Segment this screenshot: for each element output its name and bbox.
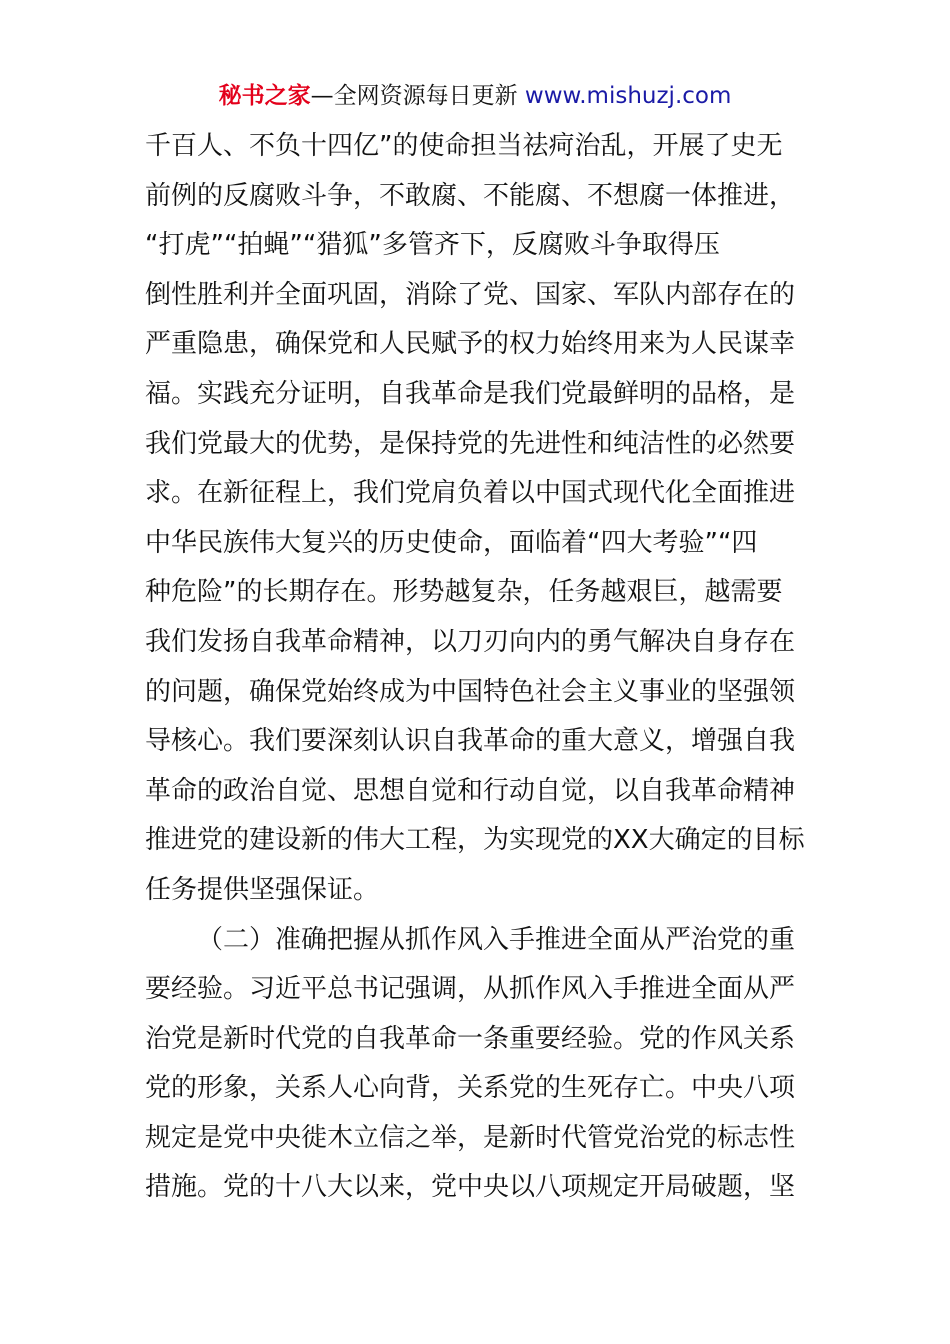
text-line: 党的形象，关系人心向背，关系党的生死存亡。中央八项: [145, 1073, 796, 1104]
site-header: [0, 80, 950, 112]
section-heading-line: （二）准确把握从抓作风入手推进全面从严治党的重: [197, 924, 796, 955]
text-line: 任务提供坚强保证。: [145, 874, 380, 905]
header-slogan: —全网资源每日更新: [310, 83, 518, 109]
text-line: “打虎”“拍蝇”“猎狐”多管齐下，反腐败斗争取得压: [145, 230, 720, 261]
text-line: 倒性胜利并全面巩固，消除了党、国家、军队内部存在的: [145, 279, 796, 310]
text-line: 福。实践充分证明，自我革命是我们党最鲜明的品格，是: [145, 378, 796, 409]
text-line: 千百人、不负十四亿”的使命担当祛疴治乱，开展了史无: [145, 131, 783, 161]
text-line: 的问题，确保党始终成为中国特色社会主义事业的坚强领: [145, 676, 796, 707]
text-line: 革命的政治自觉、思想自觉和行动自觉，以自我革命精神: [145, 775, 796, 806]
text-line: 措施。党的十八大以来，党中央以八项规定开局破题，坚: [145, 1172, 796, 1203]
text-line: 前例的反腐败斗争，不敢腐、不能腐、不想腐一体推进，: [145, 180, 796, 211]
brand-name: 秘书之家: [218, 83, 311, 109]
text-line: 要经验。习近平总书记强调，从抓作风入手推进全面从严: [145, 974, 796, 1005]
document-body: [145, 122, 825, 1213]
text-line: 推进党的建设新的伟大工程，为实现党的XX大确定的目标: [145, 825, 805, 856]
text-line: 规定是党中央徙木立信之举，是新时代管党治党的标志性: [145, 1122, 796, 1153]
text-line: 求。在新征程上，我们党肩负着以中国式现代化全面推进: [145, 478, 796, 509]
header-url[interactable]: www.mishuzj.com: [524, 83, 732, 109]
text-line: 严重隐患，确保党和人民赋予的权力始终用来为人民谋幸: [145, 329, 796, 360]
text-line: 我们发扬自我革命精神，以刀刃向内的勇气解决自身存在: [145, 626, 796, 657]
text-line: 导核心。我们要深刻认识自我革命的重大意义，增强自我: [145, 726, 796, 757]
text-line: 治党是新时代党的自我革命一条重要经验。党的作风关系: [145, 1023, 796, 1054]
text-line: 种危险”的长期存在。形势越复杂，任务越艰巨，越需要: [145, 577, 783, 608]
text-line: 中华民族伟大复兴的历史使命，面临着“四大考验”“四: [145, 527, 758, 558]
text-line: 我们党最大的优势，是保持党的先进性和纯洁性的必然要: [145, 428, 796, 459]
